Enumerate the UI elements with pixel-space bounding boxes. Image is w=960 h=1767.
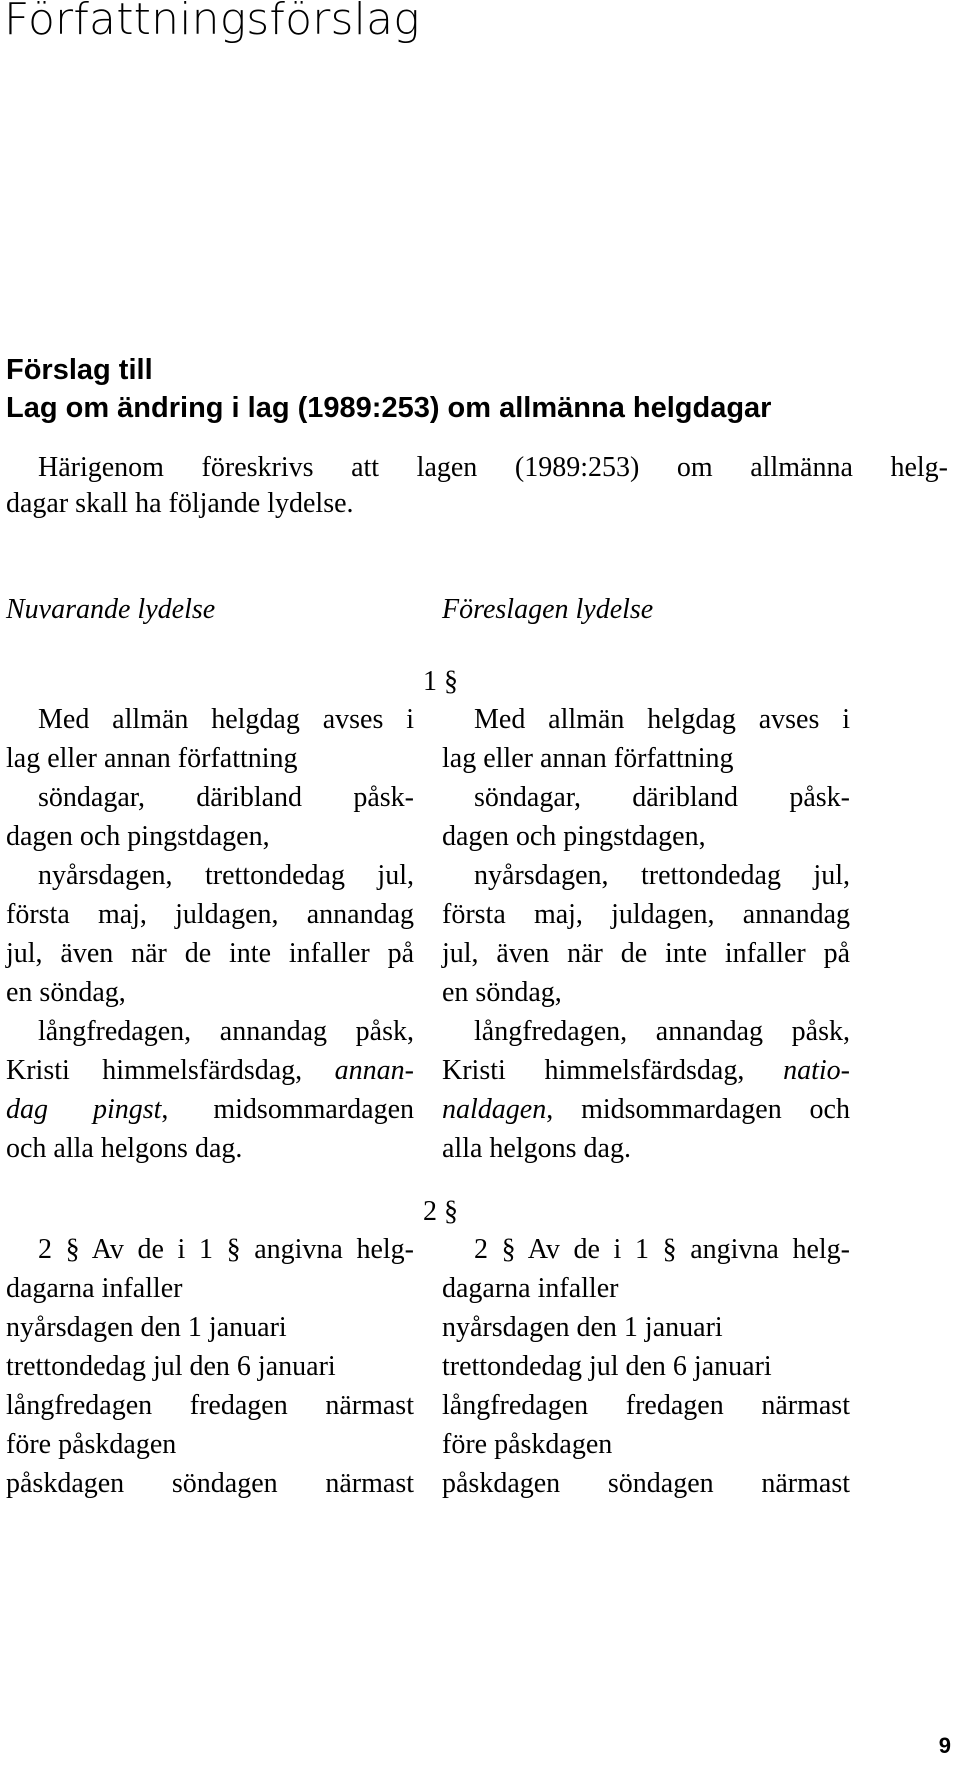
text-line: dagen och pingstdagen, — [6, 821, 270, 852]
intro-text-line-1: Härigenom föreskrivs att lagen (1989:253) om allmänna helg- — [38, 452, 948, 483]
italic-text: naldagen — [442, 1094, 547, 1125]
text-line: före påskdagen — [442, 1429, 613, 1460]
current-wording-heading: Nuvarande lydelse — [6, 594, 216, 625]
text-line: långfredagen, annandag påsk, — [38, 1016, 414, 1047]
text-line: Med allmän helgdag avses i — [38, 704, 414, 735]
section-1-number: 1 § — [423, 666, 458, 697]
text-line: lag eller annan författning — [442, 743, 734, 774]
text-line: en söndag, — [6, 977, 126, 1008]
text-line: en söndag, — [442, 977, 562, 1008]
proposed-wording-heading: Föreslagen lydelse — [442, 594, 654, 625]
text-line: lag eller annan författning — [6, 743, 298, 774]
text-line: långfredagen, annandag påsk, — [474, 1016, 850, 1047]
text-line: jul, även när de inte infaller på — [442, 938, 850, 969]
text-segment: , midsommardagen och — [546, 1094, 850, 1125]
intro-text-line-2: dagar skall ha följande lydelse. — [6, 488, 354, 519]
text-line: och alla helgons dag. — [6, 1133, 243, 1164]
text-line: nyårsdagen, trettondedag jul, — [474, 860, 850, 891]
proposal-title: Förslag till — [6, 354, 153, 386]
italic-text: natio- — [783, 1055, 850, 1086]
text-line: långfredagen fredagen närmast — [442, 1390, 850, 1421]
text-line: påskdagen söndagen närmast — [442, 1468, 850, 1499]
text-line — [6, 1090, 414, 1129]
text-line: nyårsdagen den 1 januari — [442, 1312, 723, 1343]
text-line: första maj, juldagen, annandag — [6, 899, 414, 930]
text-line: dagen och pingstdagen, — [442, 821, 706, 852]
section-2-number: 2 § — [423, 1196, 458, 1227]
text-line: 2 § Av de i 1 § angivna helg- — [38, 1234, 414, 1265]
text-line — [6, 1051, 414, 1090]
section-1-proposed-text — [442, 700, 850, 1168]
text-line: första maj, juldagen, annandag — [442, 899, 850, 930]
text-line: nyårsdagen den 1 januari — [6, 1312, 287, 1343]
text-line: långfredagen fredagen närmast — [6, 1390, 414, 1421]
text-segment: Kristi himmelsfärdsdag, — [6, 1055, 335, 1086]
text-line: söndagar, däribland påsk- — [474, 782, 850, 813]
text-line: påskdagen söndagen närmast — [6, 1468, 414, 1499]
text-segment: , midsommardagen — [161, 1094, 414, 1125]
document-header: Författningsförslag — [4, 0, 420, 45]
italic-text: annan- — [334, 1055, 414, 1086]
text-line — [442, 1090, 850, 1129]
text-line: trettondedag jul den 6 januari — [442, 1351, 772, 1382]
text-line: dagarna infaller — [442, 1273, 619, 1304]
page-number: 9 — [938, 1733, 951, 1758]
text-line: Med allmän helgdag avses i — [474, 704, 850, 735]
text-segment: Kristi himmelsfärdsdag, — [442, 1055, 784, 1086]
text-line: alla helgons dag. — [442, 1133, 631, 1164]
text-line — [442, 1051, 850, 1090]
text-line: nyårsdagen, trettondedag jul, — [38, 860, 414, 891]
law-title: Lag om ändring i lag (1989:253) om allmänna helgdagar — [6, 392, 772, 424]
italic-text: dag pingst — [6, 1094, 162, 1125]
text-line: dagarna infaller — [6, 1273, 183, 1304]
section-2-current-text — [6, 1230, 414, 1503]
text-line: trettondedag jul den 6 januari — [6, 1351, 336, 1382]
text-line: före påskdagen — [6, 1429, 177, 1460]
section-2-proposed-text — [442, 1230, 850, 1503]
text-line: jul, även när de inte infaller på — [6, 938, 414, 969]
text-line: 2 § Av de i 1 § angivna helg- — [474, 1234, 850, 1265]
text-line: söndagar, däribland påsk- — [38, 782, 414, 813]
section-1-current-text — [6, 700, 414, 1168]
